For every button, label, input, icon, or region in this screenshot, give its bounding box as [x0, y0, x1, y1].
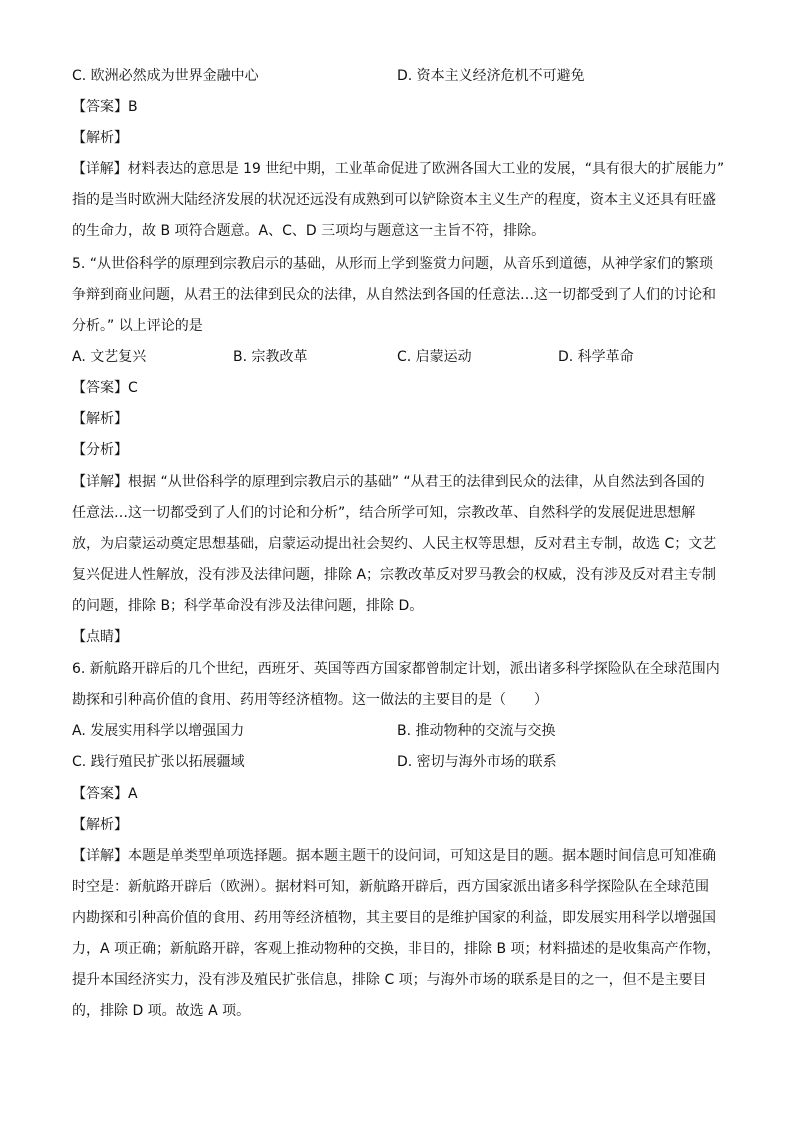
- q6-stem-line: 6. 新航路开辟后的几个世纪，西班牙、英国等西方国家都曾制定计划，派出诸多科学探险队在全球范围内: [72, 661, 720, 677]
- q6-detail-line: 力，A 项正确；新航路开辟，客观上推动物种的交换，非目的，排除 B 项；材料描述的是收集高产作物，: [72, 941, 721, 957]
- q6-options-row: [72, 752, 732, 772]
- q4-detail-line: 的生命力，故 B 项符合题意。A、C、D 三项均与题意这一主旨不符，排除。: [72, 223, 546, 239]
- q4-options-row: [72, 66, 732, 86]
- q6-detail-line: 【详解】本题是单类型单项选择题。据本题主题干的设问词，可知这是目的题。据本题时间信息可知准确: [72, 848, 716, 864]
- q5-detail-line: 任意法…这一切都受到了人们的讨论和分析”，结合所学可知，宗教改革、自然科学的发展促进思想解: [72, 505, 696, 521]
- q5-detail-line: 复兴促进人性解放，没有涉及法律问题，排除 A；宗教改革反对罗马教会的权威，没有涉及反对君主专制: [72, 567, 717, 583]
- q5-detail-line: 的问题，排除 B；科学革命没有涉及法律问题，排除 D。: [72, 598, 424, 614]
- q5-stem-line: 分析。” 以上评论的是: [72, 318, 203, 334]
- q5-option-c: C. 启蒙运动: [397, 349, 472, 365]
- q5-detail-line: 【详解】根据 “从世俗科学的原理到宗教启示的基础” “从君王的法律到民众的法律，从自然法到各国的: [72, 474, 705, 490]
- q6-detail-line: 提升本国经济实力，没有涉及殖民扩张信息，排除 C 项；与海外市场的联系是目的之一，但不是主要目: [72, 972, 707, 988]
- q5-stem-line: 5. “从世俗科学的原理到宗教启示的基础，从形而上学到鉴赏力问题，从音乐到道德，从神学家们的繁琐: [72, 256, 714, 272]
- q4-detail-line: 【详解】材料表达的意思是 19 世纪中期，工业革命促进了欧洲各国大工业的发展，“具有很大的扩展能力”: [72, 161, 725, 177]
- q5-analysis-heading: 【解析】: [72, 411, 128, 427]
- q6-stem-line: 勘探和引种高价值的食用、药用等经济植物。这一做法的主要目的是（ ）: [72, 692, 548, 708]
- q5-detail-line: 放，为启蒙运动奠定思想基础，启蒙运动提出社会契约、人民主权等思想，反对君主专制，故选 C；文艺: [72, 536, 717, 552]
- q4-answer: 【答案】B: [72, 99, 138, 115]
- q6-option-d: D. 密切与海外市场的联系: [397, 754, 557, 770]
- q5-option-a: A. 文艺复兴: [72, 349, 147, 365]
- q6-option-c: C. 践行殖民扩张以拓展疆域: [72, 754, 245, 770]
- q6-answer: 【答案】A: [72, 786, 138, 802]
- q4-option-d: D. 资本主义经济危机不可避免: [397, 68, 585, 84]
- q5-option-b: B. 宗教改革: [233, 349, 308, 365]
- q5-options-row: [72, 347, 732, 367]
- q6-option-a: A. 发展实用科学以增强国力: [72, 723, 245, 739]
- q5-fenxi-heading: 【分析】: [72, 442, 128, 458]
- q4-analysis-heading: 【解析】: [72, 130, 128, 146]
- q5-option-d: D. 科学革命: [558, 349, 634, 365]
- q6-option-b: B. 推动物种的交流与交换: [397, 723, 556, 739]
- q5-answer: 【答案】C: [72, 380, 138, 396]
- q5-dianjing-heading: 【点睛】: [72, 629, 128, 645]
- q5-stem-line: 争辩到商业问题，从君王的法律到民众的法律，从自然法到各国的任意法…这一切都受到了人们的讨论和: [72, 287, 716, 303]
- q6-detail-line: 内勘探和引种高价值的食用、药用等经济植物，其主要目的是维护国家的利益，即发展实用科学以增强国: [72, 910, 716, 926]
- q4-option-c: C. 欧洲必然成为世界金融中心: [72, 68, 259, 84]
- q4-detail-line: 指的是当时欧洲大陆经济发展的状况还远没有成熟到可以铲除资本主义生产的程度，资本主义还具有旺盛: [72, 192, 716, 208]
- q6-options-row: [72, 721, 732, 741]
- q6-analysis-heading: 【解析】: [72, 817, 128, 833]
- q6-detail-line: 的，排除 D 项。故选 A 项。: [72, 1003, 251, 1019]
- q6-detail-line: 时空是：新航路开辟后（欧洲）。据材料可知，新航路开辟后，西方国家派出诸多科学探险队在全球范围: [72, 879, 709, 895]
